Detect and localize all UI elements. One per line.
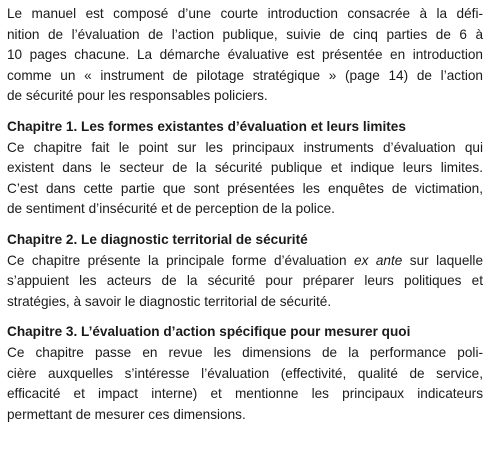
chapter-1-line: C’est dans cette partie que sont présentées les enquêtes de victimation,	[7, 180, 483, 196]
intro-line: Le manuel est composé d’une courte introduction consacrée à la défi-	[7, 6, 483, 21]
chapter-3-section	[7, 322, 483, 425]
intro-line: 10 pages chacune. La démarche évaluative est présentée en introduction	[7, 47, 483, 63]
chapter-2-line: s’appuient les acteurs de la sécurité pour préparer leurs politiques et	[7, 273, 483, 289]
intro-line: comme un « instrument de pilotage stratégique » (page 14) de l’action	[7, 67, 483, 83]
chapter-1-line: existent dans le secteur de la sécurité publique et indique leurs limites.	[7, 160, 483, 176]
chapter-1-section	[7, 117, 483, 220]
chapter-2-section	[7, 230, 483, 312]
chapter-3-heading: Chapitre 3. L’évaluation d’action spécifique pour mesurer quoi	[7, 324, 411, 340]
chapter-3-line: cière auxquelles s’intéresse l’évaluation (effectivité, qualité de service,	[7, 365, 483, 381]
document-page	[7, 4, 483, 425]
chapter-1-line: Ce chapitre fait le point sur les principaux instruments d’évaluation qui	[7, 139, 483, 155]
intro-paragraph	[7, 4, 483, 107]
chapter-3-line: permettant de mesurer ces dimensions.	[7, 406, 246, 422]
chapter-2-line: stratégies, à savoir le diagnostic territorial de sécurité.	[7, 293, 332, 309]
chapter-3-line: Ce chapitre passe en revue les dimensions de la performance poli-	[7, 344, 483, 360]
intro-line: nition de l’évaluation de l’action publique, suivie de cinq parties de 6 à	[7, 26, 483, 42]
chapter-2-line-text: sur laquelle	[402, 252, 483, 268]
chapter-2-italic-term: ex ante	[354, 252, 403, 268]
chapter-1-line: de sentiment d’insécurité et de perception de la police.	[7, 201, 335, 217]
chapter-1-heading: Chapitre 1. Les formes existantes d’évaluation et leurs limites	[7, 118, 406, 134]
chapter-3-line: efficacité et impact interne) et mentionne les principaux indicateurs	[7, 386, 483, 402]
intro-line: de sécurité pour les responsables policiers.	[7, 88, 268, 104]
chapter-2-line	[7, 251, 483, 272]
chapter-2-line-text: Ce chapitre présente la principale forme d’évaluation	[7, 252, 355, 268]
chapter-2-heading: Chapitre 2. Le diagnostic territorial de sécurité	[7, 231, 308, 247]
